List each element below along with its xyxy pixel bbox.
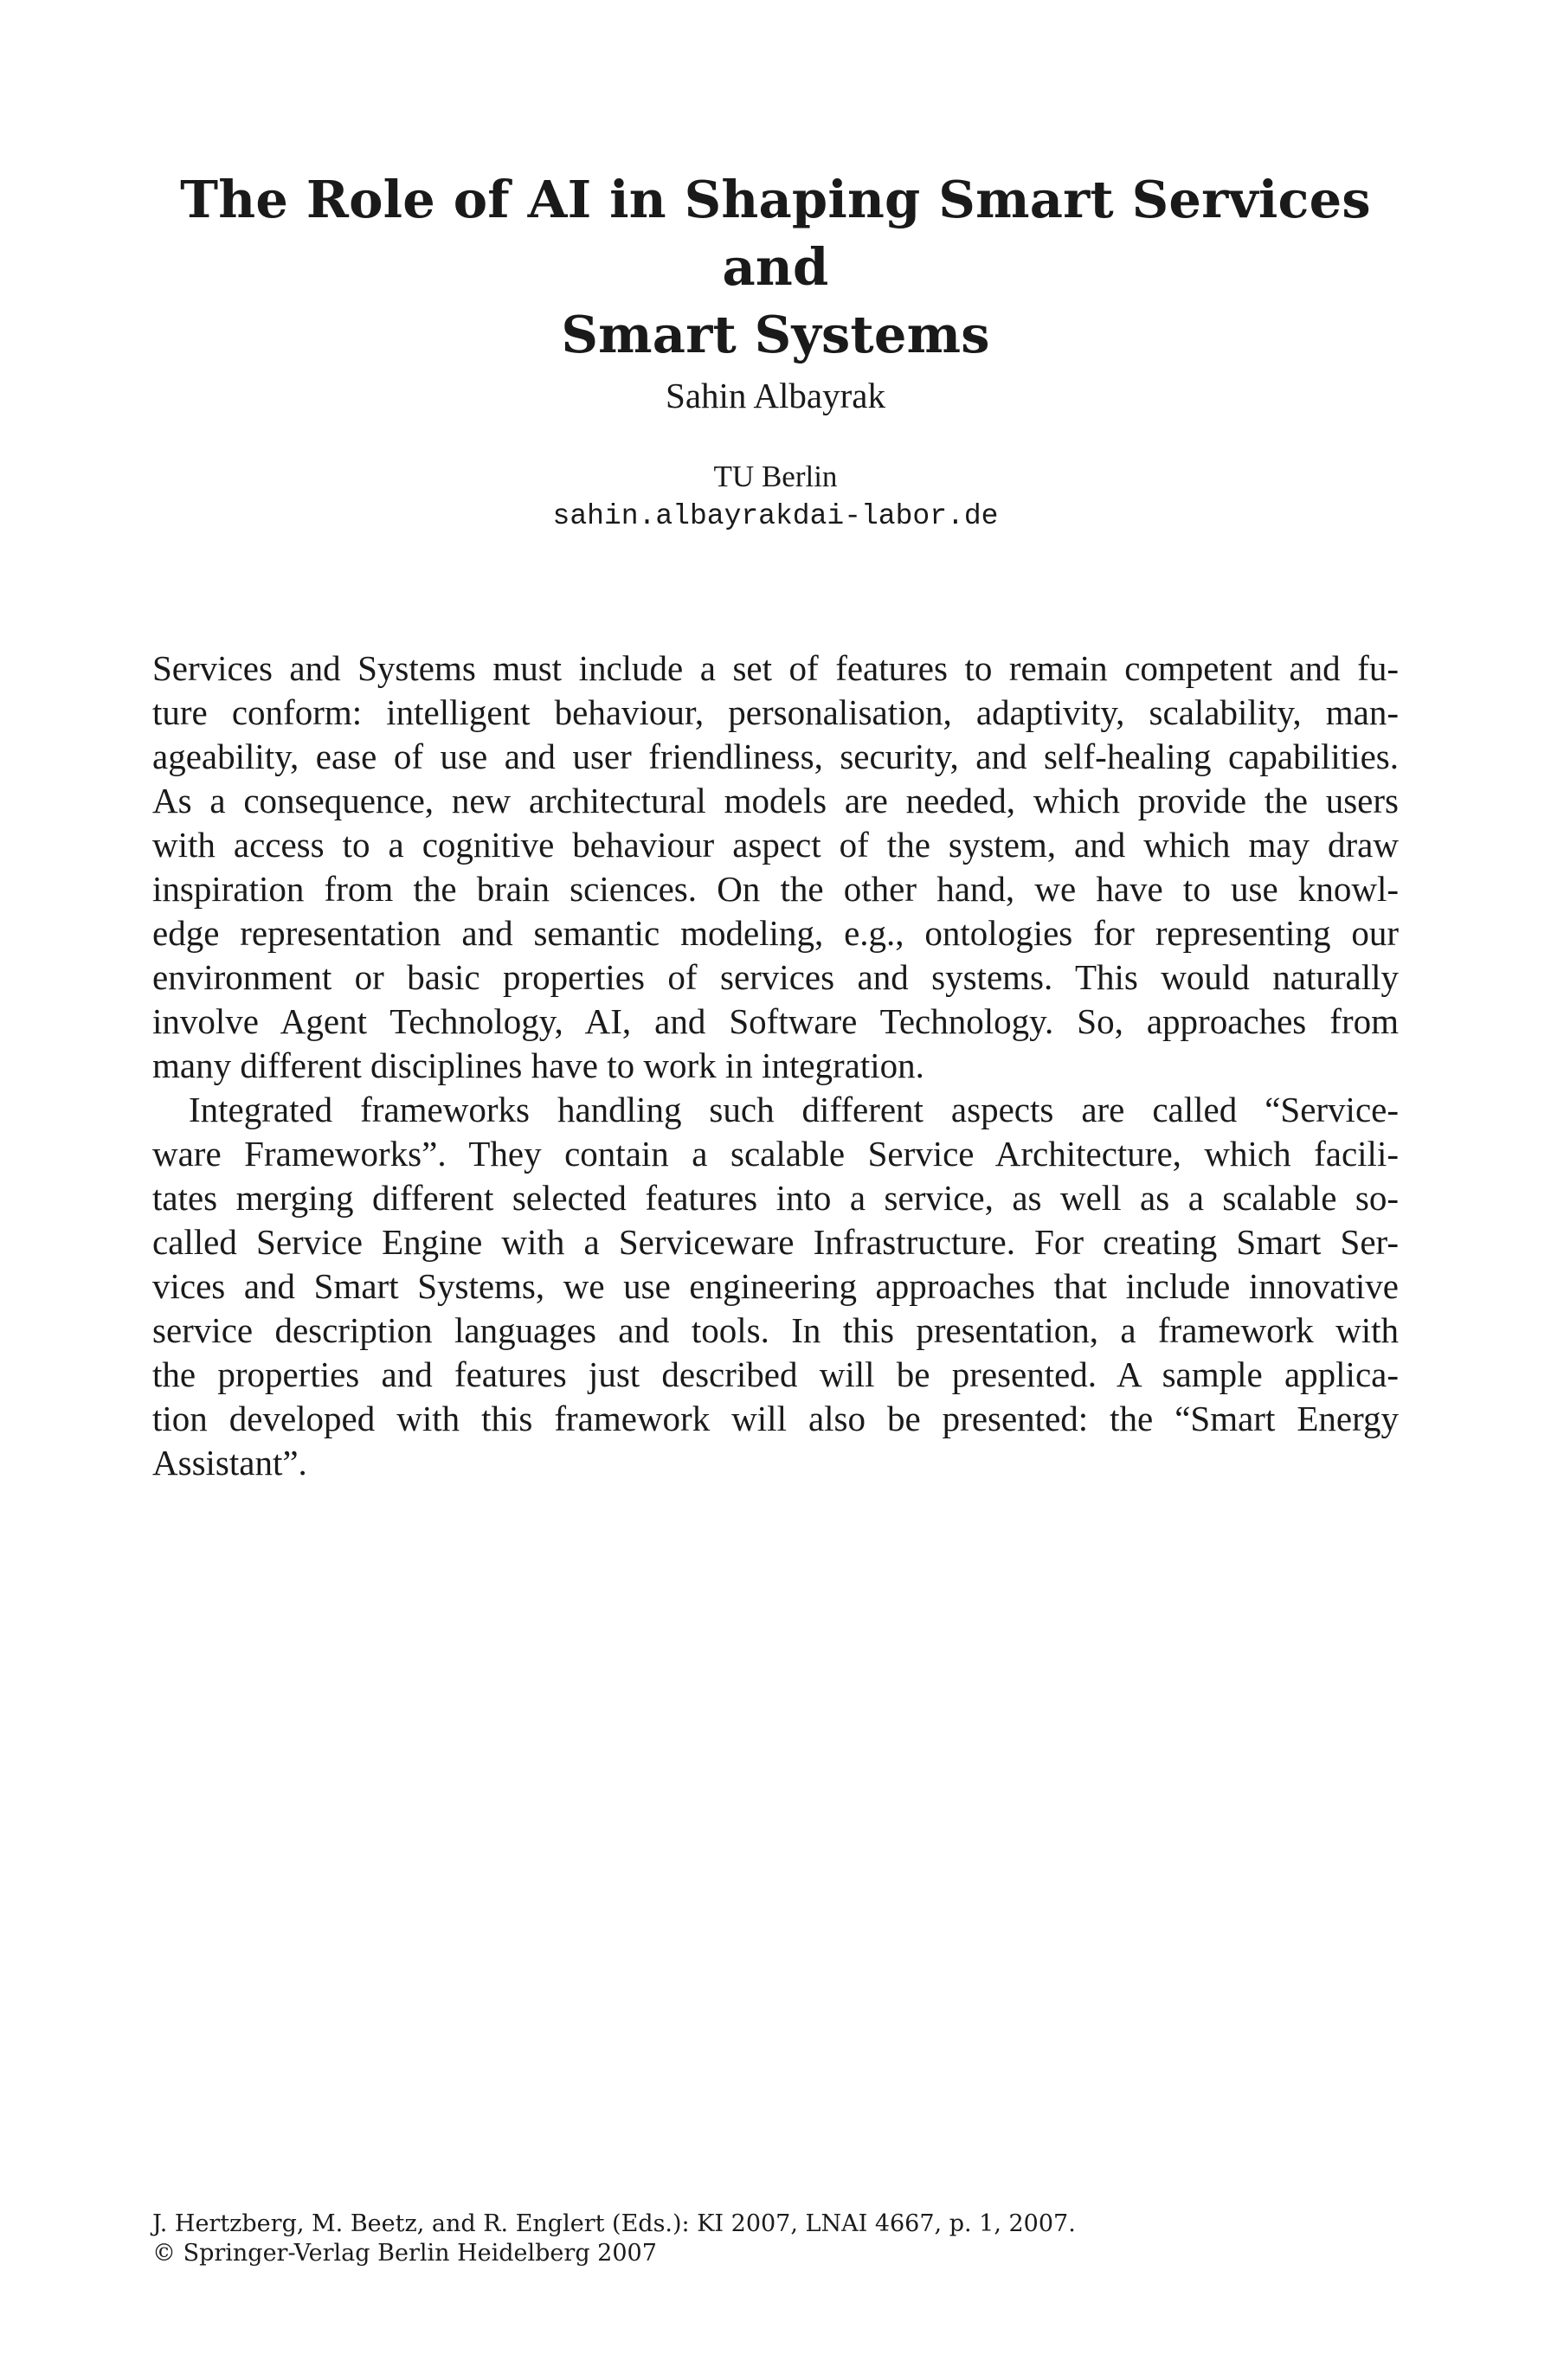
paragraph-1-line: edge representation and semantic modeling, e.g., ontologies for representing our [152, 913, 1399, 953]
paragraph-1-line: environment or basic properties of services and systems. This would naturally [152, 957, 1399, 997]
paragraph-1-line: involve Agent Technology, AI, and Software Technology. So, approaches from [152, 1001, 1399, 1041]
paragraph-1-line: ture conform: intelligent behaviour, personalisation, adaptivity, scalability, man- [152, 692, 1399, 732]
paragraph-2-line: service description languages and tools. In this presentation, a framework with [152, 1310, 1399, 1350]
paragraph-2-line: ware Frameworks”. They contain a scalable Service Architecture, which facili- [152, 1134, 1399, 1174]
paragraph-1-line: inspiration from the brain sciences. On the other hand, we have to use knowl- [152, 869, 1399, 909]
author-name: Sahin Albayrak [666, 376, 885, 415]
paragraph-2-line: the properties and features just described will be presented. A sample applica- [152, 1354, 1399, 1394]
paragraph-2-line: tates merging different selected features into a service, as well as a scalable so- [152, 1178, 1399, 1218]
paragraph-1 [152, 646, 1399, 1088]
author-affiliation: TU Berlin [713, 460, 838, 493]
paragraph-2-line: Assistant”. [152, 1443, 307, 1483]
paragraph-2-line: vices and Smart Systems, we use engineering approaches that include innovative [152, 1266, 1399, 1306]
page-footer [152, 2210, 1399, 2268]
paragraph-1-line: many different disciplines have to work in integration. [152, 1045, 924, 1085]
paragraph-2-line: tion developed with this framework will also be presented: the “Smart Energy [152, 1399, 1399, 1438]
paper-title-line-1: The Role of AI in Shaping Smart Services and [180, 170, 1371, 297]
footer-citation: J. Hertzberg, M. Beetz, and R. Englert (Eds.): KI 2007, LNAI 4667, p. 1, 2007. [152, 2210, 1076, 2237]
paragraph-2-line: Integrated frameworks handling such different aspects are called “Service- [189, 1090, 1399, 1129]
paragraph-2 [152, 1088, 1399, 1485]
author-email: sahin.albayrakdai-labor.de [552, 500, 999, 532]
paragraph-2-line: called Service Engine with a Serviceware Infrastructure. For creating Smart Ser- [152, 1222, 1399, 1262]
paragraph-1-line: with access to a cognitive behaviour aspect of the system, and which may draw [152, 825, 1399, 865]
footer-copyright: © Springer-Verlag Berlin Heidelberg 2007 [152, 2240, 657, 2267]
paragraph-1-line: ageability, ease of use and user friendliness, security, and self-healing capabilities. [152, 737, 1399, 776]
paragraph-1-line: As a consequence, new architectural models are needed, which provide the users [152, 781, 1399, 820]
paper-title [156, 166, 1395, 369]
paper-title-line-2: Smart Systems [561, 305, 990, 364]
abstract-body [152, 646, 1399, 1485]
paragraph-1-line: Services and Systems must include a set of features to remain competent and fu- [152, 648, 1399, 688]
